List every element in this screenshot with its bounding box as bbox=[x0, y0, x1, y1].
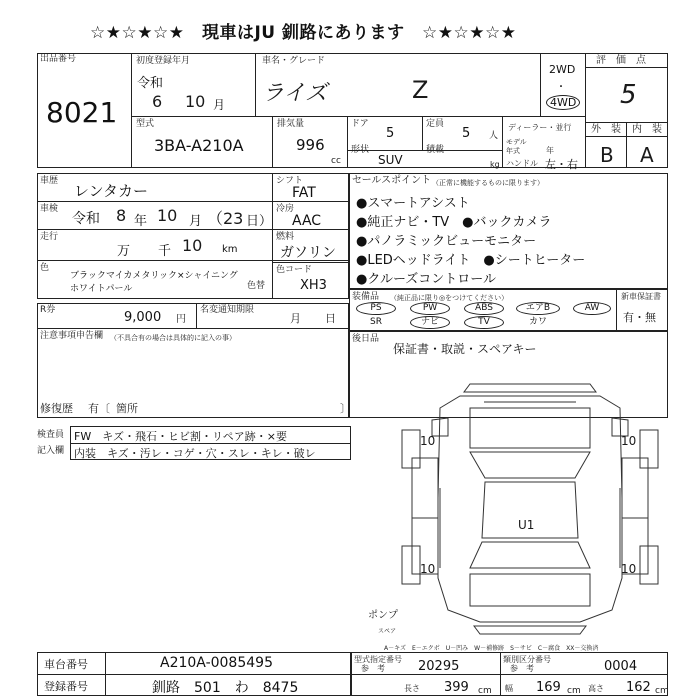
plate-label: 登録番号 bbox=[44, 680, 88, 693]
selling-point-3: ●パノラミックビューモニター bbox=[356, 234, 537, 249]
entry-label: 記入欄 bbox=[37, 446, 65, 456]
equip-abs: ABS bbox=[464, 302, 504, 315]
shape-label: 形状 bbox=[351, 145, 370, 155]
mark-roof: U1 bbox=[518, 518, 535, 532]
insp-month-unit: 月 bbox=[189, 214, 203, 229]
lot-label: 出品番号 bbox=[40, 54, 77, 64]
model-label: 型式 bbox=[136, 119, 155, 129]
repair-unit: 箇所 bbox=[116, 402, 138, 415]
nc-day: 日 bbox=[325, 312, 336, 325]
plate: 釧路 501 わ 8475 bbox=[152, 680, 299, 696]
selling-point-4: ●LEDヘッドライト ●シートヒーター bbox=[356, 253, 586, 268]
handle: 左・右 bbox=[545, 158, 578, 171]
insp-day-unit: 日） bbox=[246, 214, 273, 229]
legend: A－キズ E－エクボ U－凹み W－補修跡 S－サビ C－腐食 XX－交換済 bbox=[384, 645, 599, 652]
color-change-label: 色替 bbox=[247, 281, 266, 291]
selling-label: セールスポイント bbox=[352, 175, 432, 186]
length-cm: cm bbox=[478, 686, 492, 696]
mileage: 10 bbox=[182, 236, 203, 255]
reg-year: 6 bbox=[152, 92, 163, 111]
cc-label: cc bbox=[331, 156, 341, 166]
mileage-man: 万 bbox=[117, 244, 131, 259]
equip-sr: SR bbox=[370, 317, 382, 327]
color: ブラックマイカメタリック×シャイニングホワイトパール bbox=[70, 271, 238, 294]
height-label: 高さ bbox=[588, 684, 604, 693]
mark-bumper-sub: スペア bbox=[378, 628, 397, 635]
int-line: 内装 キズ・汚レ・コゲ・穴・スレ・キレ・破レ bbox=[74, 447, 316, 460]
displacement-label: 排気量 bbox=[277, 119, 305, 129]
equip-tv: TV bbox=[464, 316, 504, 329]
equip-aw: AW bbox=[573, 302, 611, 315]
fuel: ガソリン bbox=[280, 245, 336, 261]
ext-grade: B bbox=[600, 143, 614, 167]
mileage-sen: 千 bbox=[158, 244, 172, 259]
ext-label: 外 装 bbox=[591, 124, 621, 135]
type-no-label: 型式指定番号 bbox=[354, 655, 402, 664]
chassis: A210A-0085495 bbox=[160, 655, 273, 671]
width: 169 bbox=[536, 680, 561, 695]
class-no: 0004 bbox=[604, 659, 638, 674]
int-grade: A bbox=[640, 143, 654, 167]
color-code-label: 色コード bbox=[276, 265, 313, 275]
eval-label: 評 価 点 bbox=[596, 55, 646, 66]
height: 162 bbox=[626, 680, 651, 695]
reg-era: 令和 bbox=[137, 76, 164, 91]
class-no-label: 類別区分番号 bbox=[503, 655, 551, 664]
repair-close: 〕 bbox=[340, 402, 351, 415]
insp-month: 10 bbox=[157, 206, 178, 225]
mark-rear-right: 10 bbox=[621, 562, 637, 576]
model-year-label2: 年式 bbox=[506, 147, 520, 155]
name-change-label: 名変通知期限 bbox=[200, 305, 255, 315]
grade: Z bbox=[412, 76, 429, 104]
lot-number: 8021 bbox=[46, 96, 118, 129]
drive-dot: ・ bbox=[556, 82, 566, 93]
capacity-label: 定員 bbox=[426, 119, 445, 129]
car-name: ライズ bbox=[262, 81, 328, 106]
notes-hint: （不具合有の場合は具体的に記入の事） bbox=[110, 334, 236, 342]
handle-label: ハンドル bbox=[506, 159, 538, 168]
manual-value: 有・無 bbox=[623, 311, 656, 324]
kg-label: kg bbox=[490, 160, 500, 169]
name-label: 車名・グレード bbox=[262, 56, 326, 66]
door-label: ドア bbox=[351, 119, 369, 129]
drive-4wd: 4WD bbox=[546, 95, 580, 110]
shift-label: シフト bbox=[276, 176, 304, 186]
doors: 5 bbox=[386, 126, 395, 141]
fuel-label: 燃料 bbox=[276, 232, 295, 242]
displacement: 996 bbox=[296, 136, 325, 154]
person-unit: 人 bbox=[489, 131, 499, 141]
manual-label: 新車保証書 bbox=[621, 292, 661, 301]
equip-navi: ナビ bbox=[410, 316, 450, 329]
equip-airbag: エアB bbox=[516, 302, 560, 315]
drive-2wd: 2WD bbox=[549, 63, 576, 76]
height-cm: cm bbox=[655, 686, 669, 696]
model: 3BA-A210A bbox=[154, 136, 244, 155]
chassis-label: 車台番号 bbox=[44, 658, 88, 671]
color-code: XH3 bbox=[300, 278, 327, 293]
selling-point-5: ●クルーズコントロール bbox=[356, 272, 497, 287]
shape: SUV bbox=[378, 153, 403, 167]
ac-label: 冷房 bbox=[276, 204, 295, 214]
mark-front-left: 10 bbox=[420, 434, 436, 448]
repair-value: 有〔 bbox=[88, 402, 110, 415]
shift: FAT bbox=[292, 185, 316, 201]
capacity: 5 bbox=[462, 126, 471, 141]
car-diagram bbox=[400, 378, 660, 640]
model-year-label: モデル bbox=[506, 138, 527, 146]
recycle-yen: 円 bbox=[176, 314, 186, 325]
repair-label: 修復歴 bbox=[40, 402, 73, 415]
accessories: 保証書・取説・スペアキー bbox=[393, 342, 537, 356]
mark-rear-left: 10 bbox=[420, 562, 436, 576]
load-label: 積載 bbox=[426, 145, 445, 155]
type-no: 20295 bbox=[418, 659, 460, 674]
recycle: 9,000 bbox=[124, 310, 162, 325]
recycle-label: R券 bbox=[40, 305, 56, 315]
selling-point-2: ●純正ナビ・TV ●バックカメラ bbox=[356, 215, 552, 230]
reg-label: 初度登録年月 bbox=[136, 56, 191, 66]
ref-1: 参 考 bbox=[361, 664, 385, 673]
length: 399 bbox=[444, 680, 469, 695]
equip-hint: （純正品に限り◎をつけてください） bbox=[390, 294, 509, 302]
mileage-label: 走行 bbox=[40, 232, 59, 242]
history-label: 車歴 bbox=[40, 176, 59, 186]
width-cm: cm bbox=[567, 686, 581, 696]
equip-pw: PW bbox=[410, 302, 450, 315]
ref-2: 参 考 bbox=[510, 664, 534, 673]
score: 5 bbox=[620, 80, 637, 110]
insp-day: （23 bbox=[207, 209, 244, 228]
notes-label: 注意事項申告欄 bbox=[40, 331, 104, 341]
selling-point-1: ●スマートアシスト bbox=[356, 196, 470, 211]
history: レンタカー bbox=[74, 182, 149, 200]
fw-line: FW キズ・飛石・ヒビ割・リペア跡・×要 bbox=[74, 430, 287, 443]
nc-month: 月 bbox=[290, 312, 301, 325]
year-sep: 年 bbox=[546, 146, 554, 155]
mark-bumper: ポンプ bbox=[368, 610, 398, 621]
int-label: 内 装 bbox=[632, 124, 662, 135]
reg-month-unit: 月 bbox=[213, 98, 226, 112]
equip-ps: PS bbox=[356, 302, 396, 315]
equip-label: 装備品 bbox=[352, 292, 380, 302]
width-label: 幅 bbox=[505, 684, 513, 693]
reg-month: 10 bbox=[185, 92, 206, 111]
mileage-km: km bbox=[222, 244, 238, 255]
ac: AAC bbox=[292, 213, 322, 229]
insp-era: 令和 bbox=[72, 211, 100, 227]
length-label: 長さ bbox=[404, 684, 420, 693]
inspector-label: 検査員 bbox=[37, 430, 65, 440]
header-banner: ☆★☆★☆★ 現車はJU 釧路にあります ☆★☆★☆★ bbox=[90, 23, 517, 43]
insp-year-unit: 年 bbox=[134, 214, 148, 229]
dealer-label: ディーラー・並行 bbox=[508, 123, 572, 132]
mark-front-right: 10 bbox=[621, 434, 637, 448]
inspection-label: 車検 bbox=[40, 204, 59, 214]
equip-leather: カワ bbox=[528, 317, 547, 327]
insp-year: 8 bbox=[116, 206, 127, 225]
recycle-block bbox=[37, 303, 349, 329]
accessories-label: 後日品 bbox=[352, 334, 380, 344]
color-label: 色 bbox=[40, 263, 50, 273]
selling-hint: （正常に機能するものに限ります） bbox=[432, 179, 544, 187]
